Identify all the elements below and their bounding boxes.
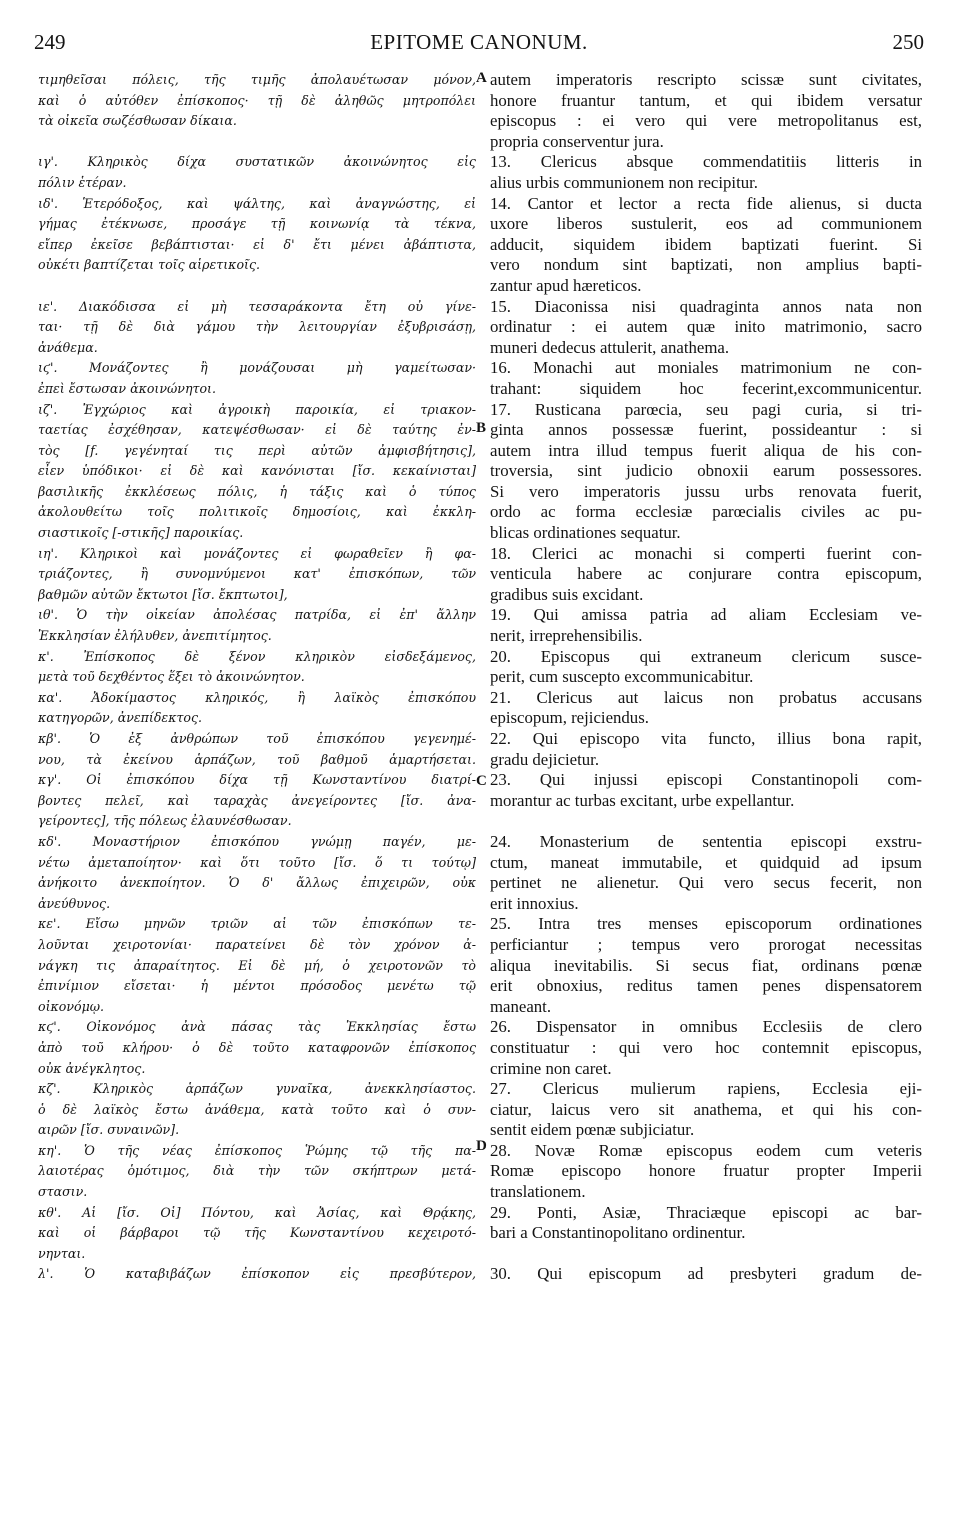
text-line: ciatur, laicus vero sit anathema, et qui his con- [490,1099,922,1119]
margin-marker-c: C [476,773,487,789]
text-line: 13. Clericus absque commendatitiis litteris in [490,152,922,172]
text-line: propria conserventur jura. [490,131,664,151]
text-line: αιρῶν [ἴσ. συναινῶν]. [38,1122,180,1138]
text-line: κε'. Εἴσω μηνῶν τριῶν αἱ τῶν ἐπισκόπων τε- [38,916,476,932]
text-line: λ'. Ὁ καταβιβάζων ἐπίσκοπον εἰς πρεσβύτερον, [38,1266,476,1282]
text-line: κδ'. Μοναστήριον ἐπισκόπου γνώμῃ παγέν, με- [38,833,476,849]
text-line: εἴπερ ἐκεῖσε βεβάπτισται· εἰ δ' ἔτι μένει ἀβάπτιστα, [38,236,476,252]
text-line: ἀνάθεμα. [38,339,98,355]
text-line: zantur apud hæreticos. [490,275,642,295]
text-line: ιθ'. Ὁ τὴν οἰκείαν ἀπολέσας πατρίδα, εἰ ἐπ' ἄλλην [38,607,476,623]
text-line: καὶ ὁ αὐτόθεν ἐπίσκοπος· τῇ δὲ ἀληθῶς μητροπόλει [38,92,476,108]
text-line: 24. Monasterium de sententia episcopi exstru- [490,831,922,851]
text-line: νέτω ἀμεταποίητον· καὶ ὅτι τοῦτο [ἴσ. ὅ τι τούτῳ] [38,854,476,870]
blank-line [490,811,922,832]
text-line: μετὰ τοῦ δεχθέντος ἕξει τὸ ἀκοινώνητον. [38,669,305,685]
text-line: λαιοτέρας ὁμότιμος, διὰ τὴν τῶν σκήπτρων μετά- [38,1163,476,1179]
text-line: νου, τὰ ἐκείνου ἁρπάζων, τοῦ βαθμοῦ ἁμαρτήσεται. [38,751,476,767]
text-line: ginta annos possessæ fuerint, possideantur : si [490,420,922,440]
text-line: uxore liberos sustulerit, eos ad communionem [490,214,922,234]
text-line: σιαστικοῖς [-στικῆς] παροικίας. [38,525,244,541]
text-line: 20. Episcopus qui extraneum clericum susce- [490,646,922,666]
text-line: τιμηθεῖσαι πόλεις, τῆς τιμῆς ἀπολαυέτωσαν μόνον, [38,72,476,87]
text-line: 29. Ponti, Asiæ, Thraciæque episcopi ac bar- [490,1202,922,1222]
text-line: κγ'. Οἱ ἐπισκόπου δίχα τῇ Κωνσταντίνου διατρί- [38,772,476,788]
blank-line [38,132,476,153]
text-line: morantur ac turbas excitant, urbe expellantur. [490,790,795,810]
text-line: 15. Diaconissa nisi quadraginta annos nata non [490,296,922,316]
text-line: καὶ οἱ βάρβαροι τῷ τῆς Κωνσταντίνου κεχειροτό- [38,1225,476,1241]
text-line: τὰ οἰκεῖα σωζέσθωσαν δίκαια. [38,113,237,129]
text-line: pertinet ne alienetur. Qui vero secus fecerit, non [490,873,922,893]
text-line: νάγκη τις ἀπαραίτητος. Εἰ δὲ μή, ὁ χειροτονῶν τὸ [38,957,476,973]
text-line: βαθμῶν αὐτῶν ἔκτωτοι [ἴσ. ἔκπτωτοι], [38,586,288,602]
text-line: 14. Cantor et lector a recta fide alienus, si ducta [490,193,922,213]
text-line: Romæ episcopo honore fruatur propter Imperii [490,1161,922,1181]
text-line: κη'. Ὁ τῆς νέας ἐπίσκοπος Ῥώμης τῷ τῆς πα- [38,1142,476,1158]
text-line: crimine non caret. [490,1058,612,1078]
text-line: maneant. [490,996,552,1016]
text-line: perficiantur ; tempus vero prorogat necessitas [490,934,922,954]
text-line: gradibus suis excidant. [490,584,644,604]
text-line: 30. Qui episcopum ad presbyteri gradum de- [490,1264,922,1284]
text-line: τριάζοντες, ἢ συνομνύμενοι κατ' ἐπισκόπων, τῶν [38,566,476,582]
page-number-left: 249 [34,30,66,54]
text-line: ordo ac forma ecclesiæ parœcialis civiles ac pu- [490,502,922,522]
text-line: venticula habere ac conjurare contra episcopum, [490,564,922,584]
text-line: ιη'. Κληρικοὶ καὶ μονάζοντες εἰ φωραθεῖεν ἢ φα- [38,545,476,561]
text-line: κζ'. Κληρικὸς ἁρπάζων γυναῖκα, ἀνεκκλησίαστος. [38,1081,476,1097]
text-line: adducit, siquidem ibidem baptizati fuerint. Si [490,234,922,254]
text-line: bari a Constantinopolitano ordinentur. [490,1223,746,1243]
text-line: γείροντες], τῆς πόλεως ἐλαυνέσθωσαν. [38,813,292,829]
text-line: 22. Qui episcopo vita functo, illius bona rapit, [490,729,922,748]
text-line: nerit, irreprehensibilis. [490,626,643,646]
margin-marker-a: A [476,70,487,86]
text-line: 28. Novæ Romæ episcopus eodem cum veteris [490,1140,922,1160]
text-line: οἰκονόμῳ. [38,998,105,1014]
text-line: 25. Intra tres menses episcoporum ordinationes [490,914,922,934]
text-line: constituatur : qui vero hoc contemnit episcopus, [490,1037,922,1057]
latin-column [490,70,922,1285]
text-line: κϛ'. Οἰκονόμος ἀνὰ πάσας τὰς Ἐκκλησίας ἔστω [38,1019,476,1035]
text-line: 23. Qui injussi episcopi Constantinopoli com- [490,770,922,790]
text-line: ταετίας ἐσχέθησαν, κατεψέσθωσαν· εἰ δὲ ταύτης ἐν- [38,422,476,438]
text-line: aliqua inevitabilis. Si secus fiat, ordinans pœnæ [490,955,922,975]
text-line: episcopus : ei vero qui vere metropolitanus est, [490,111,922,131]
text-line: ἀπὸ τοῦ κλήρου· ὁ δὲ τοῦτο καταφρονῶν ἐπίσκοπος [38,1039,476,1055]
text-line: autem intra illud tempus fuerit aliqua de his con- [490,440,922,460]
text-line: ἀκολουθείτω τοῖς πολιτικοῖς δημοσίοις, καὶ ἐκκλη- [38,504,476,520]
text-line: 16. Monachi aut moniales matrimonium ne con- [490,358,922,378]
text-line: ὁ δὲ λαϊκὸς ἔστω ἀνάθεμα, κατὰ τοῦτο καὶ ὁ συν- [38,1101,476,1117]
text-line: ιε'. Διακόδισσα εἰ μὴ τεσσαράκοντα ἔτη οὐ γίνε- [38,298,476,314]
page-header [34,30,924,60]
text-line: 18. Clerici ac monachi si comperti fuerint con- [490,543,922,563]
page-number-right: 250 [892,30,924,54]
running-title: EPITOME CANONUM. [370,30,588,54]
text-line: οὐκ ἀνέγκλητος. [38,1060,146,1076]
text-line: 27. Clericus mulierum rapiens, Ecclesia eji- [490,1079,922,1099]
text-line: muneri dedecus attulerit, anathema. [490,337,730,357]
text-line: ται· τῇ δὲ διὰ γάμου τὴν λειτουργίαν ἐξυβρισάσῃ, [38,319,476,335]
text-line: κβ'. Ὁ ἐξ ἀνθρώπων τοῦ ἐπισκόπου γεγενημέ- [38,731,476,746]
text-line: ιγ'. Κληρικὸς δίχα συστατικῶν ἀκοινώνητος εἰς [38,154,476,170]
text-line: troversia, sint judicio obnoxii earum possessores. [490,461,922,481]
text-line: Si vero imperatoris jussu urbs renovata fuerit, [490,481,922,501]
text-line: κθ'. Αἱ [ἴσ. Οἱ] Πόντου, καὶ Ἀσίας, καὶ Θρᾴκης, [38,1204,476,1220]
text-line: honore fruantur tantum, et qui ibidem versatur [490,90,922,110]
text-line: sentit eidem pœnæ subjiciatur. [490,1120,695,1140]
text-line: ctum, maneat immutabile, et quidquid ad ipsum [490,852,922,872]
text-line: autem imperatoris rescripto scissæ sunt civitates, [490,70,922,89]
text-line: κατηγορῶν, ἀνεπίδεκτος. [38,710,203,726]
text-line: ιζ'. Ἐγχώριος καὶ ἀγροικὴ παροικία, εἰ τριακον- [38,401,476,417]
text-line: ιδ'. Ἑτερόδοξος, καὶ ψάλτης, καὶ ἀναγνώστης, εἰ [38,195,476,211]
margin-marker-b: B [476,420,487,436]
blank-line [490,1244,922,1265]
blank-line [38,276,476,297]
text-line: στασιν. [38,1184,88,1200]
text-line: 19. Qui amissa patria ad aliam Ecclesiam ve- [490,605,922,625]
text-line: erit obnoxius, reditus tamen penes dispensatorem [490,976,922,996]
text-line: 21. Clericus aut laicus non probatus accusans [490,687,922,707]
text-line: λοῦνται χειροτονίαι· παρατείνει δὲ τὸν χρόνον ἀ- [38,936,476,952]
text-line: κα'. Ἀδοκίμαστος κληρικός, ἢ λαϊκὸς ἐπισκόπου [38,689,476,705]
text-line: γήμας ἐτέκνωσε, προσάγε τῇ κοινωνίᾳ τὰ τέκνα, [38,216,476,232]
text-line: βασιλικῆς ἐκκλέσεως πόλις, ἡ τάξις καὶ ὁ τύπος [38,483,476,499]
text-line: οὐκέτι βαπτίζεται τοῖς αἱρετικοῖς. [38,257,261,273]
text-line: trahant: siquidem hoc fecerint,excommunicentur. [490,378,922,398]
text-line: 17. Rusticana parœcia, seu pagi curia, si tri- [490,399,922,419]
greek-column [38,70,476,1285]
text-line: ἐπινίμιον εἴσεται· ἡ μέντοι πρόσοδος μενέτω τῷ [38,978,476,994]
text-line: ordinatur : ei autem quæ inito matrimonio, sacro [490,317,922,337]
text-line: κ'. Ἐπίσκοπος δὲ ξένον κληρικὸν εἰσδεξάμενος, [38,648,476,664]
text-line: perit, cum suscepto excommunicabitur. [490,667,754,687]
text-line: vero nondum sint baptizati, non amplius bapti- [490,255,922,275]
text-line: alius urbis communionem non recipitur. [490,172,758,192]
text-line: gradu dejicietur. [490,749,600,769]
margin-marker-d: D [476,1138,487,1154]
text-line: ἀνεύθυνος. [38,895,111,911]
text-line: erit innoxius. [490,893,579,913]
text-line: ιϛ'. Μονάζοντες ἢ μονάζουσαι μὴ γαμείτωσαν· [38,360,476,376]
text-line: ἀνήκοιτο ἀνεκποίητον. Ὁ δ' ἄλλως ἐπιχειρῶν, οὐκ [38,875,476,891]
text-line: 26. Dispensator in omnibus Ecclesiis de clero [490,1017,922,1037]
text-line: blicas ordinationes sequatur. [490,523,681,543]
text-line: νηνται. [38,1245,86,1261]
text-line: translationem. [490,1182,586,1202]
text-line: πόλιν ἑτέραν. [38,174,127,190]
text-line: βοντες πελεῖ, καὶ ταραχὰς ἀνεγείροντες [ἴσ. ἀνα- [38,792,476,808]
text-line: εἶεν ὑπόδικοι· εἰ δὲ καὶ κανόνισται [ἴσ. κεκαίνισται] [38,463,476,479]
text-line: ἐπεὶ ἔστωσαν ἀκοινώνητοι. [38,380,216,396]
text-line: episcopum, rejiciendus. [490,708,649,728]
text-line: Ἐκκλησίαν ἐλήλυθεν, ἀνεπιτίμητος. [38,628,272,644]
text-line: τὸς [f. γεγένηταί τις περὶ αὐτῶν ἀμφισβήτησις], [38,442,476,458]
